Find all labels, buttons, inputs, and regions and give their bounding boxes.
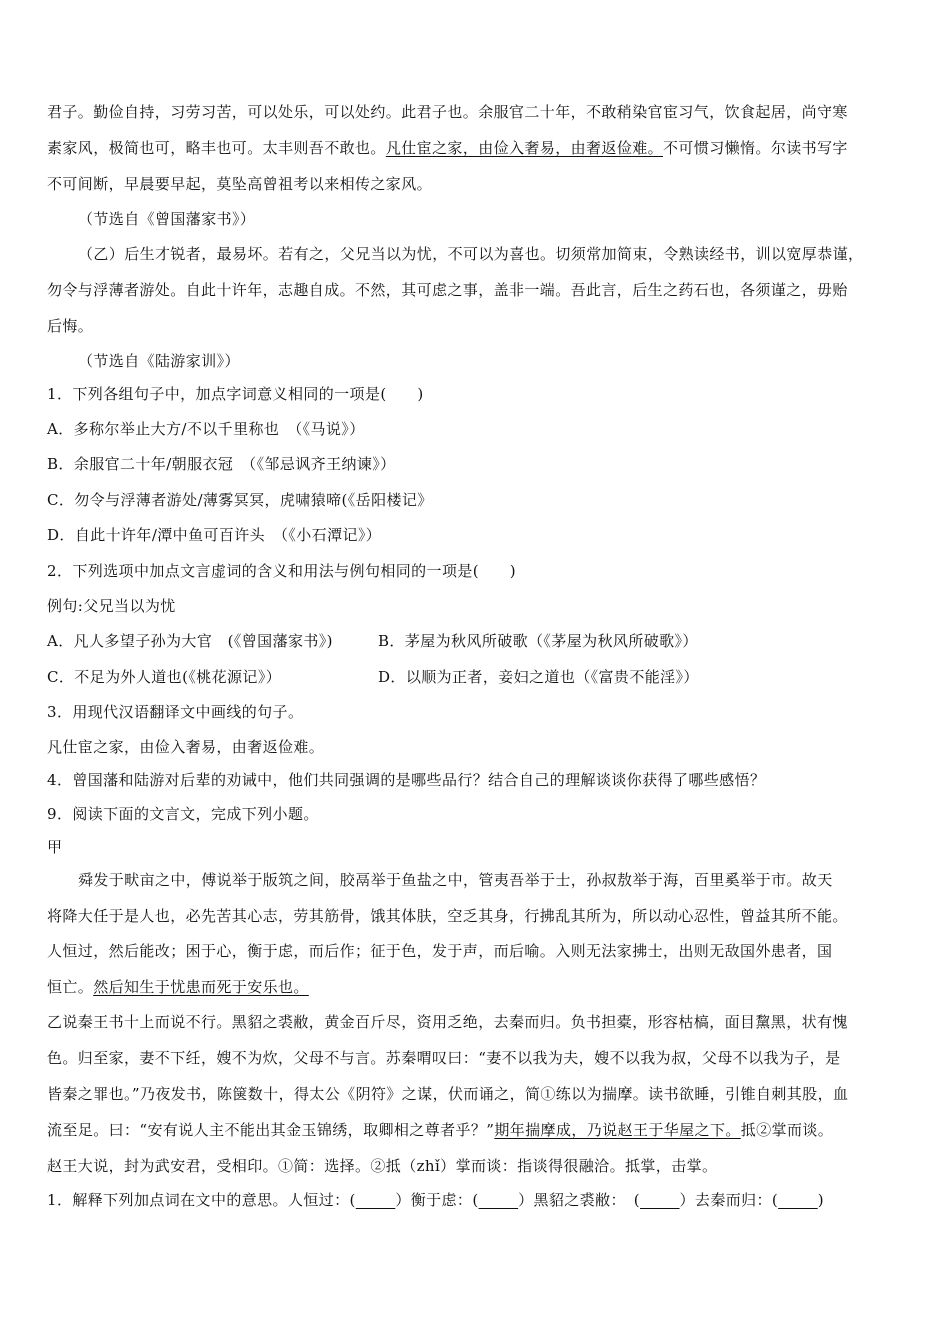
q9-jia-line-4a: 恒亡。 [47,978,94,996]
q9-yi-line-3: 皆秦之罪也。”乃夜发书，陈箧数十，得太公《阴符》之谋，伏而诵之，简①练以为揣摩。读书欲睡，引锥自刺其股，血 [47,1085,849,1103]
q2-option-d: D．以顺为正者，妾妇之道也（《富贵不能淫》） [378,668,699,686]
yi-line-2: 勿令与浮薄者游处。自此十许年，志趣自成。不然，其可虑之事，盖非一端。吾此言，后生之药石也，各须谨之，毋贻 [47,281,848,299]
q9-sub1-part-a: 1．解释下列加点词在文中的意思。人恒过：( [47,1191,356,1209]
q9-jia-line-1: 舜发于畎亩之中，傅说举于版筑之间，胶鬲举于鱼盐之中，管夷吾举于士，孙叔敖举于海，百里奚举于市。故天 [78,871,833,889]
jia-line-2a: 素家风，极简也可，略丰也可。太丰则吾不敢也。 [47,139,386,157]
q9-jia-line-4 [47,976,309,998]
answer-blank-3[interactable]: _____ [640,1191,680,1209]
q9-jia-line-2: 将降大任于是人也，必先苦其心志，劳其筋骨，饿其体肤，空乏其身，行拂乱其所为，所以动心忍性，曾益其所不能。 [47,907,848,925]
q2-option-c: C．不足为外人道也(《桃花源记》） [47,668,282,686]
q4-stem: 4．曾国藩和陆游对后辈的劝诫中，他们共同强调的是哪些品行？结合自己的理解谈谈你获得了哪些感悟？ [47,771,766,789]
jia-line-2 [47,137,848,159]
q9-yi-line-4a: 流至足。曰：“安有说人主不能出其金玉锦绣，取卿相之尊者乎？” [47,1121,495,1139]
q9-label-jia: 甲 [47,838,63,856]
q9-stem: 9．阅读下面的文言文，完成下列小题。 [47,805,319,823]
jia-line-3: 不可间断，早晨要早起，莫坠高曾祖考以来相传之家风。 [47,175,433,193]
q3-stem: 3．用现代汉语翻译文中画线的句子。 [47,703,304,721]
jia-source: （节选自《曾国藩家书》） [78,210,256,228]
q2-stem: 2．下列选项中加点文言虚词的含义和用法与例句相同的一项是( ) [47,562,517,580]
q9-yi-line-2: 色。归至家，妻不下纴，嫂不为炊，父母不与言。苏秦喟叹曰：“妻不以我为夫，嫂不以我为叔，父母不以我为子，是 [47,1049,841,1067]
q9-jia-line-3: 人恒过，然后能改；困于心，衡于虑，而后作；征于色，发于声，而后喻。入则无法家拂士，出则无敌国外患者，国 [47,942,833,960]
q2-example: 例句:父兄当以为忧 [47,597,176,615]
q9-jia-underlined: 然后知生于忧患而死于安乐也。 [93,978,309,996]
q3-sentence: 凡仕宦之家，由俭入奢易，由奢返俭难。 [47,738,325,756]
q9-yi-line-4 [47,1119,833,1141]
jia-underlined-sentence: 凡仕宦之家，由俭入奢易，由奢返俭难。 [385,139,664,157]
answer-blank-1[interactable]: _____ [355,1191,396,1209]
q2-option-a: A．凡人多望子孙为大官 (《曾国藩家书》) [47,632,333,650]
q9-yi-line-1: 乙说秦王书十上而说不行。黑貂之裘敝，黄金百斤尽，资用乏绝，去秦而归。负书担橐，形容枯槁，面目黧黑，状有愧 [47,1013,848,1031]
yi-line-3: 后悔。 [47,317,94,335]
jia-line-1: 君子。勤俭自持，习劳习苦，可以处乐，可以处约。此君子也。余服官二十年，不敢稍染官宦习气，饮食起居，尚守寒 [47,103,848,121]
answer-blank-2[interactable]: _____ [478,1191,519,1209]
q9-sub1: 1．解释下列加点词在文中的意思。人恒过：(_____）衡于虑：(_____）黑貂之裘敝： (_____）去秦而归：(_____) [47,1191,824,1209]
q1-option-c: C．勿令与浮薄者游处/薄雾冥冥，虎啸猿啼(《岳阳楼记》 [47,491,433,509]
q1-option-a: A．多称尔举止大方/不以千里称也 （《马说》） [47,420,365,438]
q2-option-b: B．茅屋为秋风所破歌（《茅屋为秋风所破歌》） [378,632,698,650]
q9-sub1-part-d: ）去秦而归：( [679,1191,779,1209]
q1-stem: 1．下列各组句子中，加点字词意义相同的一项是( ) [47,385,424,403]
q9-yi-line-5: 赵王大说，封为武安君，受相印。①简：选择。②抵（zhǐ）掌而谈：指谈得很融洽。抵掌，击掌。 [47,1157,718,1175]
q9-sub1-part-b: ）衡于虑：( [395,1191,479,1209]
answer-blank-4[interactable]: _____ [778,1191,818,1209]
yi-source: （节选自《陆游家训》） [78,352,240,370]
q9-sub1-part-c: ）黑貂之裘敝： ( [518,1191,641,1209]
yi-line-1: （乙）后生才锐者，最易坏。若有之，父兄当以为忧，不可以为喜也。切须常加简束，令熟读经书，训以宽厚恭谨， [78,245,864,263]
q9-yi-line-4b: 抵②掌而谈。 [740,1121,834,1139]
q1-option-b: B．余服官二十年/朝服衣冠 （《邹忌讽齐王纳谏》） [47,455,396,473]
jia-line-2b: 不可惯习懒惰。尔读书写字 [663,139,848,157]
q9-yi-underlined: 期年揣摩成，乃说赵王于华屋之下。 [494,1121,741,1139]
q1-option-d: D．自此十许年/潭中鱼可百许头 （《小石潭记》） [47,526,382,544]
